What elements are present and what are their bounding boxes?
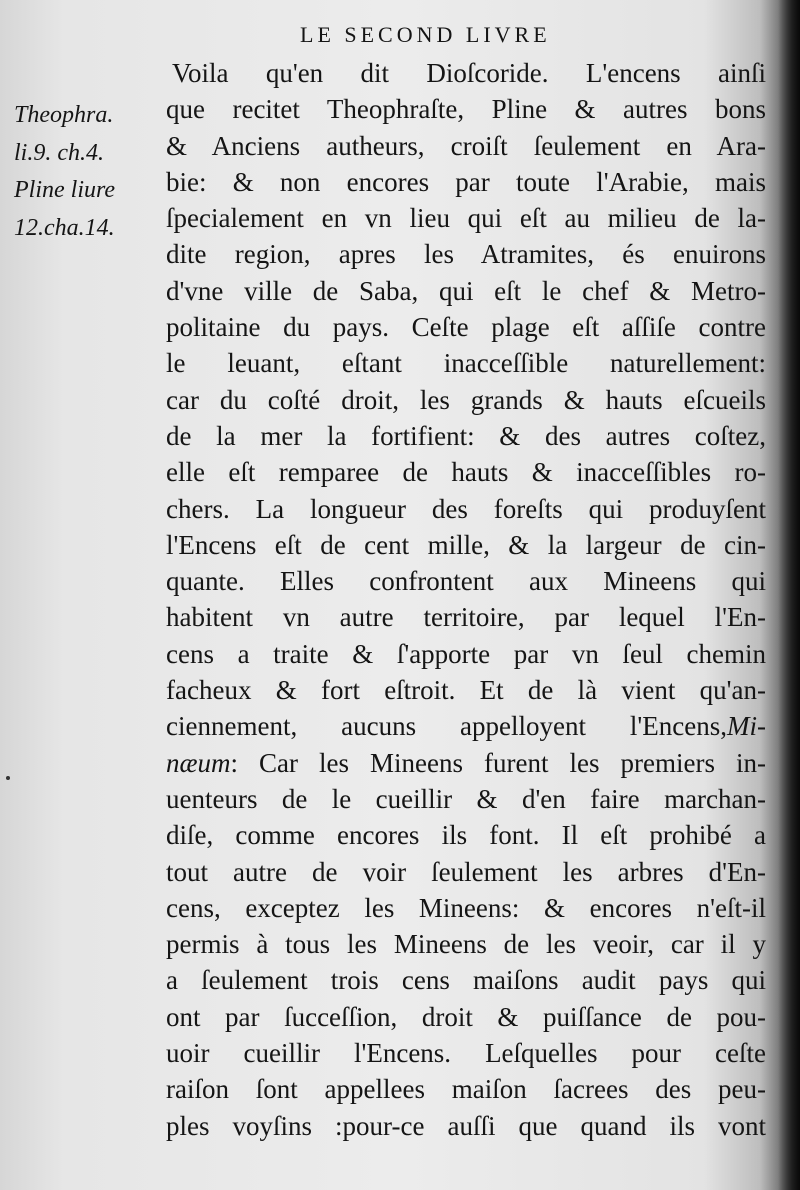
text-line: bie: & non encores par toute l'Arabie, mais (166, 166, 766, 197)
text-line: elle eſt remparee de hauts & inacceſſibles ro- (166, 457, 766, 488)
text-line: de la mer la fortifient: & des autres coſtez, (166, 420, 766, 451)
marginal-notes (14, 97, 164, 247)
marginal-note: li.9. ch.4. (14, 139, 104, 166)
text-line: le leuant, eſtant inacceſſible naturellement: (166, 348, 766, 379)
text-line: Voila qu'en dit Dioſcoride. L'encens ainſi (172, 58, 766, 88)
text-line: a ſeulement trois cens maiſons audit pays qui (166, 965, 766, 996)
text-line: d'vne ville de Saba, qui eſt le chef & Metro- (166, 275, 766, 306)
text-line-with-italic (166, 745, 766, 781)
text-line: habitent vn autre territoire, par lequel l'En- (166, 602, 766, 633)
ink-speck (6, 776, 10, 780)
text-line: & Anciens autheurs, croiſt ſeulement en Ara- (166, 130, 766, 161)
marginal-note: Pline liure (14, 177, 116, 203)
body-text (166, 55, 766, 1144)
text-line: tout autre de voir ſeulement les arbres d'En- (166, 856, 766, 887)
text-line: uenteurs de le cueillir & d'en faire marchan- (166, 783, 766, 814)
text-line: que recitet Theophraſte, Pline & autres bons (166, 94, 766, 125)
text-line: cens a traite & ſ'apporte par vn ſeul chemin (166, 638, 766, 669)
text-line: raiſon ſont appellees maiſon ſacrees des peu- (166, 1074, 766, 1105)
italic-word: næum (166, 747, 231, 778)
text-line: permis à tous les Mineens de les veoir, car il y (166, 929, 766, 960)
text-line: ſpecialement en vn lieu qui eſt au milieu de la- (166, 203, 766, 234)
text-line-with-italic (166, 708, 766, 744)
text-line: ont par ſucceſſion, droit & puiſſance de pou- (166, 1001, 766, 1032)
marginal-note: Theophra. (14, 102, 114, 128)
text-line: chers. La longueur des foreſts qui produyſent (166, 493, 766, 524)
text-line: quante. Elles confrontent aux Mineens qui (166, 566, 766, 597)
text-line: car du coſté droit, les grands & hauts eſcueils (166, 384, 766, 415)
text-line: diſe, comme encores ils font. Il eſt prohibé a (166, 820, 766, 851)
text-line: politaine du pays. Ceſte plage eſt aſſiſe contre (166, 312, 766, 343)
marginal-note: 12.cha.14. (14, 214, 115, 241)
page-gutter-shadow (778, 0, 800, 1190)
text-line: ples voyſins :pour-ce auſſi que quand ils vont (166, 1110, 766, 1141)
text-line: dite region, apres les Atramites, és enuirons (166, 239, 766, 270)
text-line: cens, exceptez les Mineens: & encores n'eſt-il (166, 892, 766, 923)
italic-word: Mi- (727, 711, 766, 742)
text-segment: : Car les Mineens furent les premiers in- (230, 747, 766, 778)
text-segment: ciennement, aucuns appelloyent l'Encens, (166, 711, 728, 742)
text-line: uoir cueillir l'Encens. Leſquelles pour ceſte (166, 1038, 766, 1069)
text-line: l'Encens eſt de cent mille, & la largeur de cin- (166, 529, 766, 560)
text-line: facheux & fort eſtroit. Et de là vient qu'an- (166, 675, 766, 706)
running-head: LE SECOND LIVRE (300, 22, 551, 47)
